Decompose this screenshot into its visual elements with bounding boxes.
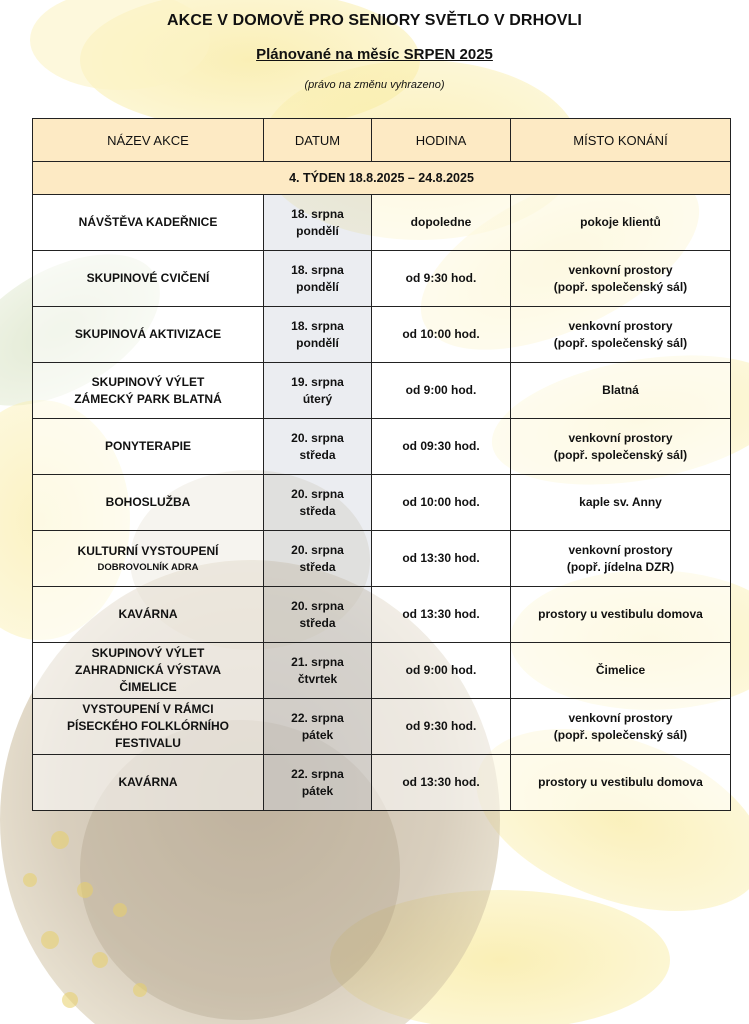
event-weekday: úterý [302,391,333,406]
event-weekday: pondělí [296,223,339,238]
event-place: Čimelice [595,663,646,677]
event-name-cell [33,251,264,307]
event-time: od 9:30 hod. [372,251,511,307]
document-subtitle: Plánované na měsíc SRPEN 2025 [256,46,493,63]
event-name-subtitle: DOBROVOLNÍK ADRA [97,561,199,573]
document-title: AKCE V DOMOVĚ PRO SENIORY SVĚTLO V DRHOVLI [167,12,582,29]
event-weekday: pondělí [296,279,339,294]
event-date: 20. srpna [291,598,344,613]
event-place-cell [511,195,731,251]
event-place-cell [511,363,731,419]
event-name: KULTURNÍ VYSTOUPENÍ [77,543,219,558]
event-name-cell [33,195,264,251]
event-place: venkovní prostory [568,430,673,445]
event-weekday: středa [299,447,336,462]
event-date-cell [264,475,372,531]
event-name: ČIMELICE [119,680,177,694]
table-row [33,699,731,755]
table-row [33,475,731,531]
event-time: od 9:00 hod. [372,363,511,419]
event-name: SKUPINOVÝ VÝLET [91,646,205,660]
event-date: 22. srpna [291,710,344,725]
table-row [33,643,731,699]
event-name: PÍSECKÉHO FOLKLÓRNÍHO [66,719,229,733]
event-place: venkovní prostory [568,262,673,277]
event-date: 18. srpna [291,206,344,221]
event-place-cell [511,419,731,475]
event-place: (popř. společenský sál) [553,447,688,462]
event-name: ZAHRADNICKÁ VÝSTAVA [75,663,221,677]
event-place: (popř. jídelna DZR) [566,559,675,574]
column-header-date: DATUM [264,119,372,162]
event-place: prostory u vestibulu domova [538,775,703,789]
event-place: pokoje klientů [580,215,661,229]
event-name: KAVÁRNA [118,607,178,621]
event-date: 20. srpna [291,430,344,445]
event-name: FESTIVALU [115,736,181,750]
event-time: od 9:30 hod. [372,699,511,755]
event-place-cell [511,755,731,811]
event-weekday: pondělí [296,335,339,350]
event-date-cell [264,419,372,475]
table-row [33,755,731,811]
event-name: ZÁMECKÝ PARK BLATNÁ [74,391,222,406]
event-name: BOHOSLUŽBA [105,495,191,509]
event-place: venkovní prostory [568,542,673,557]
event-date-cell [264,251,372,307]
event-time: od 10:00 hod. [372,307,511,363]
event-name-cell [33,307,264,363]
event-name: SKUPINOVÁ AKTIVIZACE [74,327,222,341]
column-header-time: HODINA [372,119,511,162]
event-date-cell [264,195,372,251]
event-weekday: pátek [301,783,334,798]
table-row [33,195,731,251]
table-row [33,363,731,419]
event-name-cell [33,419,264,475]
column-header-place: MÍSTO KONÁNÍ [511,119,731,162]
event-date: 22. srpna [291,766,344,781]
column-header-name: NÁZEV AKCE [33,119,264,162]
event-date: 19. srpna [291,374,344,389]
event-place-cell [511,587,731,643]
event-name-cell [33,755,264,811]
event-name: SKUPINOVÝ VÝLET [91,374,205,389]
event-name-cell [33,699,264,755]
event-place: prostory u vestibulu domova [538,607,703,621]
table-row [33,531,731,587]
event-name-cell [33,643,264,699]
event-weekday: středa [299,503,336,518]
event-place-cell [511,475,731,531]
event-place: venkovní prostory [568,710,673,725]
event-weekday: pátek [301,727,334,742]
event-weekday: čtvrtek [297,671,338,686]
event-date: 20. srpna [291,542,344,557]
event-date-cell [264,531,372,587]
event-place: (popř. společenský sál) [553,335,688,350]
table-row [33,419,731,475]
event-time: od 13:30 hod. [372,587,511,643]
event-date-cell [264,363,372,419]
event-time: od 10:00 hod. [372,475,511,531]
event-date-cell [264,307,372,363]
event-name: SKUPINOVÉ CVIČENÍ [86,271,210,285]
event-time: dopoledne [372,195,511,251]
event-time: od 13:30 hod. [372,755,511,811]
week-label: 4. TÝDEN 18.8.2025 – 24.8.2025 [33,162,731,195]
event-date: 20. srpna [291,486,344,501]
event-date-cell [264,643,372,699]
event-place-cell [511,531,731,587]
event-date: 21. srpna [291,654,344,669]
event-name: VYSTOUPENÍ V RÁMCI [82,702,214,716]
event-place-cell [511,699,731,755]
table-row [33,587,731,643]
event-place: kaple sv. Anny [579,495,662,509]
event-place: (popř. společenský sál) [553,727,688,742]
event-name-cell [33,363,264,419]
table-row [33,307,731,363]
event-place: (popř. společenský sál) [553,279,688,294]
disclaimer-note: (právo na změnu vyhrazeno) [304,79,445,91]
event-place-cell [511,251,731,307]
event-weekday: středa [299,559,336,574]
event-weekday: středa [299,615,336,630]
event-time: od 9:00 hod. [372,643,511,699]
event-date: 18. srpna [291,262,344,277]
event-name: KAVÁRNA [118,775,178,789]
week-row [33,162,731,195]
event-name-cell [33,475,264,531]
event-place-cell [511,643,731,699]
event-date-cell [264,699,372,755]
event-place: Blatná [602,383,639,397]
event-name: NÁVŠTĚVA KADEŘNICE [78,215,218,229]
event-date: 18. srpna [291,318,344,333]
event-name-cell [33,587,264,643]
events-table [32,118,731,811]
event-place-cell [511,307,731,363]
event-date-cell [264,755,372,811]
event-date-cell [264,587,372,643]
event-time: od 09:30 hod. [372,419,511,475]
table-header-row [33,119,731,162]
event-name: PONYTERAPIE [104,439,191,453]
table-row [33,251,731,307]
event-name-cell [33,531,264,587]
event-place: venkovní prostory [568,318,673,333]
event-time: od 13:30 hod. [372,531,511,587]
